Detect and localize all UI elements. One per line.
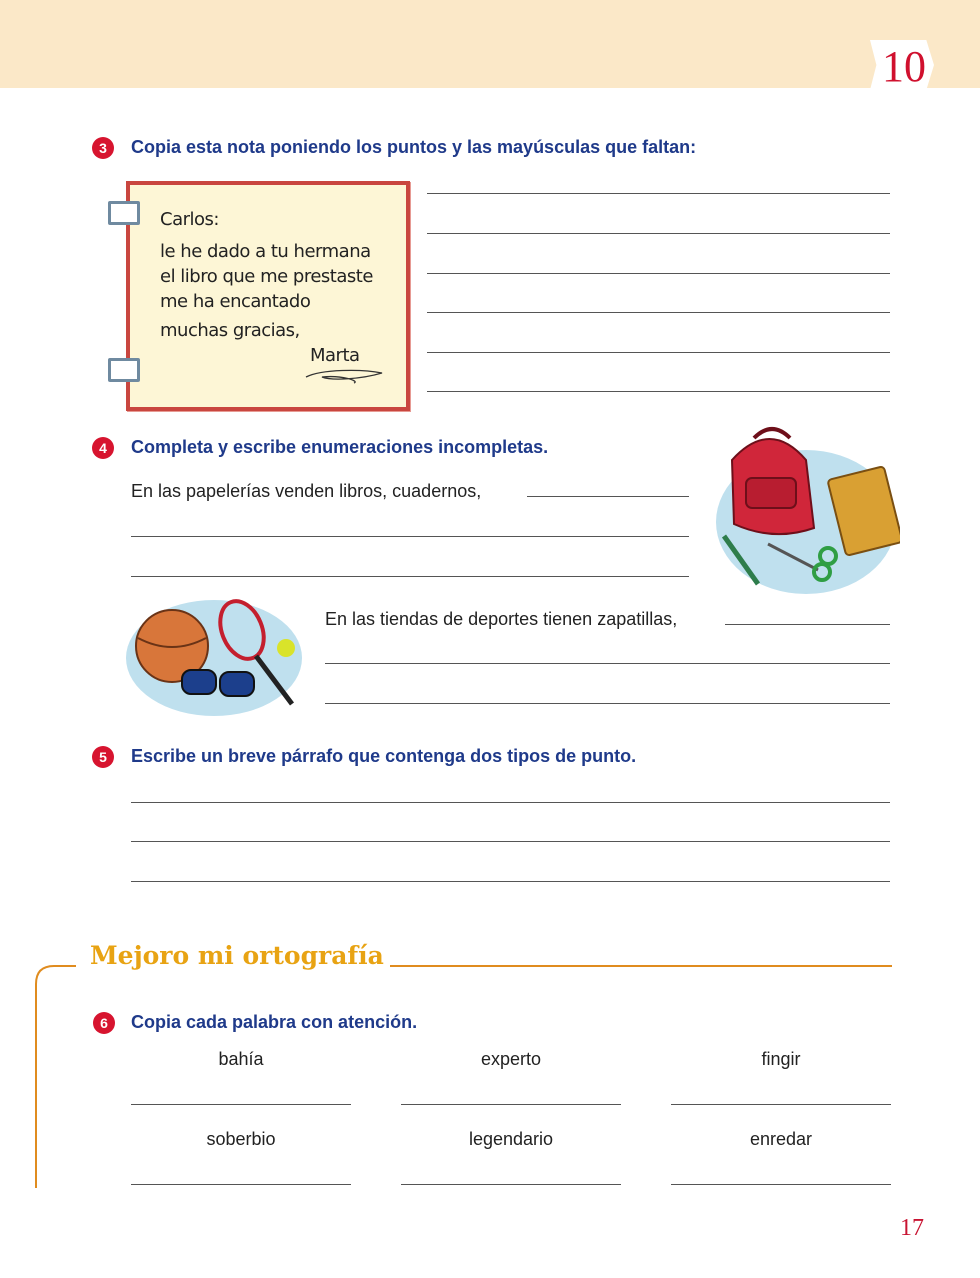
answer-line[interactable] [427,233,890,234]
answer-line[interactable] [131,536,689,537]
note-line-4: muchas gracias, [160,320,300,341]
sentence-papelerias: En las papelerías venden libros, cuadernos, [131,481,482,501]
note-line-1: le he dado a tu hermana [160,241,371,262]
answer-line[interactable] [671,1184,891,1185]
note-clip-top-icon [108,201,140,225]
answer-line[interactable] [131,841,890,842]
note-greeting: Carlos: [160,209,219,230]
answer-line[interactable] [131,576,689,577]
answer-line[interactable] [725,624,890,625]
word-bahia: bahía [218,1049,264,1069]
exercise-4-instruction: Completa y escribe enumeraciones incompletas. [131,437,549,457]
word-enredar: enredar [749,1129,813,1149]
exercise-number-5: 5 [92,746,114,768]
answer-line[interactable] [427,391,890,392]
section-frame [30,960,900,1190]
answer-line[interactable] [427,273,890,274]
answer-line[interactable] [131,1104,351,1105]
answer-line[interactable] [401,1104,621,1105]
header-band [0,0,980,88]
exercise-number-4: 4 [92,437,114,459]
word-legendario: legendario [468,1129,554,1149]
note-line-3: me ha encantado [160,291,311,312]
answer-line[interactable] [401,1184,621,1185]
unit-number: 10 [882,42,926,91]
answer-line[interactable] [325,663,890,664]
sentence-tiendas: En las tiendas de deportes tienen zapatillas, [325,609,678,629]
answer-line[interactable] [131,802,890,803]
answer-line[interactable] [427,352,890,353]
section-title: Mejoro mi ortografía [90,941,384,970]
sports-equipment-illustration [124,594,308,720]
answer-line[interactable] [131,881,890,882]
note-clip-bottom-icon [108,358,140,382]
answer-line[interactable] [131,1184,351,1185]
exercise-5-instruction: Escribe un breve párrafo que contenga dos tipos de punto. [131,746,637,766]
answer-line[interactable] [427,193,890,194]
exercise-number-3: 3 [92,137,114,159]
word-soberbio: soberbio [206,1129,276,1149]
note-card [126,181,410,411]
page-number: 17 [900,1215,924,1241]
answer-line[interactable] [671,1104,891,1105]
note-line-2: el libro que me prestaste [160,266,373,287]
answer-line[interactable] [527,496,689,497]
word-experto: experto [480,1049,542,1069]
answer-line[interactable] [325,703,890,704]
note-signature: Marta [310,345,360,366]
exercise-3-instruction: Copia esta nota poniendo los puntos y las mayúsculas que faltan: [131,137,697,157]
answer-line[interactable] [427,312,890,313]
word-fingir: fingir [761,1049,801,1069]
exercise-number-6: 6 [93,1012,115,1034]
exercise-6-instruction: Copia cada palabra con atención. [131,1012,418,1032]
school-supplies-illustration [710,420,900,600]
signature-flourish-icon [302,363,388,385]
